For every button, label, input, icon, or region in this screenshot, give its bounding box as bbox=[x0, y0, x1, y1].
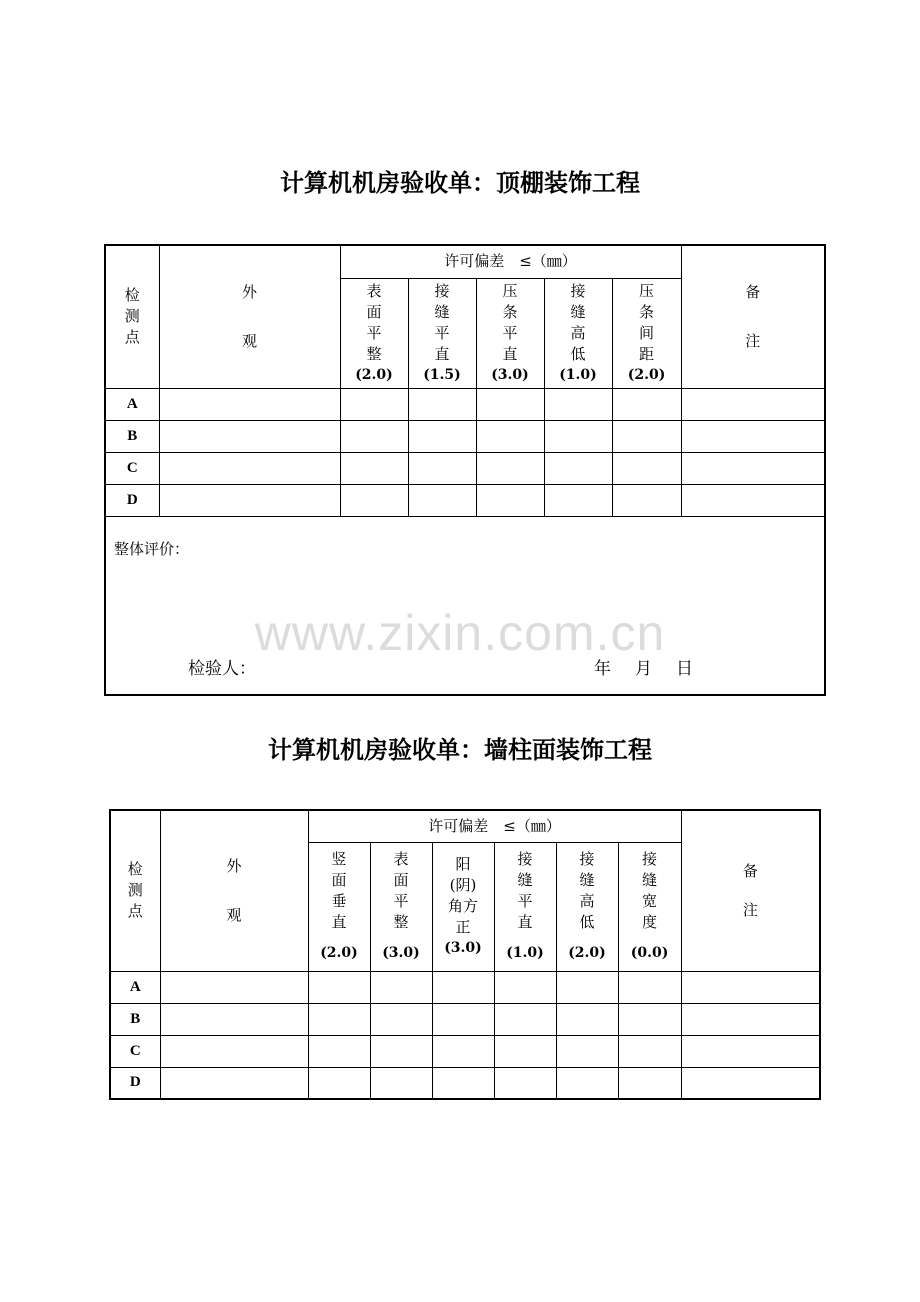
input-cell[interactable] bbox=[370, 971, 432, 1003]
input-cell[interactable] bbox=[556, 1035, 618, 1067]
input-cell[interactable] bbox=[544, 452, 612, 484]
input-cell[interactable] bbox=[476, 388, 544, 420]
input-cell[interactable] bbox=[159, 452, 340, 484]
input-cell[interactable] bbox=[408, 452, 476, 484]
input-cell[interactable] bbox=[308, 1003, 370, 1035]
inspector-label: 检验人： bbox=[188, 658, 256, 679]
table-row bbox=[105, 420, 825, 452]
input-cell[interactable] bbox=[432, 971, 494, 1003]
input-cell[interactable] bbox=[681, 420, 825, 452]
row-label: A bbox=[110, 971, 160, 1003]
row-label: B bbox=[105, 420, 159, 452]
col-appearance-header: 外 观 bbox=[159, 245, 340, 388]
input-cell[interactable] bbox=[556, 971, 618, 1003]
input-cell[interactable] bbox=[408, 484, 476, 516]
input-cell[interactable] bbox=[476, 420, 544, 452]
form2-title: 计算机机房验收单：墙柱面装饰工程 bbox=[268, 735, 652, 764]
input-cell[interactable] bbox=[494, 1067, 556, 1099]
table-row bbox=[105, 388, 825, 420]
input-cell[interactable] bbox=[370, 1035, 432, 1067]
input-cell[interactable] bbox=[160, 1003, 308, 1035]
input-cell[interactable] bbox=[544, 388, 612, 420]
input-cell[interactable] bbox=[618, 1035, 681, 1067]
input-cell[interactable] bbox=[308, 971, 370, 1003]
table-row bbox=[110, 1003, 820, 1035]
row-label: C bbox=[105, 452, 159, 484]
tolerance-col: 阳(阴)角方正 (3.0) bbox=[432, 842, 494, 971]
input-cell[interactable] bbox=[544, 484, 612, 516]
table-row bbox=[105, 452, 825, 484]
input-cell[interactable] bbox=[159, 388, 340, 420]
tolerance-header: 许可偏差 ≤（㎜） bbox=[340, 245, 681, 278]
table-row bbox=[110, 1067, 820, 1099]
input-cell[interactable] bbox=[681, 1035, 820, 1067]
input-cell[interactable] bbox=[160, 1035, 308, 1067]
input-cell[interactable] bbox=[618, 1067, 681, 1099]
row-label: A bbox=[105, 388, 159, 420]
date-month: 月 bbox=[635, 658, 652, 679]
tolerance-col: 接缝平直 (1.0) bbox=[494, 842, 556, 971]
tolerance-col: 压条平直 (3.0) bbox=[476, 278, 544, 388]
row-label: B bbox=[110, 1003, 160, 1035]
input-cell[interactable] bbox=[556, 1067, 618, 1099]
tolerance-col: 接缝平直 (1.5) bbox=[408, 278, 476, 388]
input-cell[interactable] bbox=[681, 388, 825, 420]
input-cell[interactable] bbox=[370, 1067, 432, 1099]
table-row bbox=[110, 971, 820, 1003]
tolerance-header: 许可偏差 ≤（㎜） bbox=[308, 810, 681, 842]
col-point-header: 检测点 bbox=[110, 810, 160, 971]
col-point-header: 检测点 bbox=[105, 245, 159, 388]
input-cell[interactable] bbox=[618, 1003, 681, 1035]
form2-table bbox=[109, 809, 821, 1100]
input-cell[interactable] bbox=[476, 484, 544, 516]
input-cell[interactable] bbox=[308, 1067, 370, 1099]
input-cell[interactable] bbox=[159, 420, 340, 452]
input-cell[interactable] bbox=[408, 388, 476, 420]
input-cell[interactable] bbox=[494, 1035, 556, 1067]
row-label: D bbox=[105, 484, 159, 516]
input-cell[interactable] bbox=[308, 1035, 370, 1067]
tolerance-col: 表面平整 (3.0) bbox=[370, 842, 432, 971]
date-day: 日 bbox=[676, 658, 693, 679]
input-cell[interactable] bbox=[432, 1067, 494, 1099]
input-cell[interactable] bbox=[681, 452, 825, 484]
tolerance-col: 接缝宽度 (0.0) bbox=[618, 842, 681, 971]
input-cell[interactable] bbox=[370, 1003, 432, 1035]
tolerance-col: 表面平整 (2.0) bbox=[340, 278, 408, 388]
input-cell[interactable] bbox=[476, 452, 544, 484]
input-cell[interactable] bbox=[340, 452, 408, 484]
tolerance-col: 接缝高低 (1.0) bbox=[544, 278, 612, 388]
input-cell[interactable] bbox=[681, 1067, 820, 1099]
input-cell[interactable] bbox=[160, 971, 308, 1003]
input-cell[interactable] bbox=[432, 1003, 494, 1035]
input-cell[interactable] bbox=[340, 484, 408, 516]
input-cell[interactable] bbox=[681, 971, 820, 1003]
input-cell[interactable] bbox=[494, 1003, 556, 1035]
table-row bbox=[110, 1035, 820, 1067]
input-cell[interactable] bbox=[612, 452, 681, 484]
row-label: C bbox=[110, 1035, 160, 1067]
input-cell[interactable] bbox=[159, 484, 340, 516]
col-appearance-header: 外 观 bbox=[160, 810, 308, 971]
input-cell[interactable] bbox=[494, 971, 556, 1003]
input-cell[interactable] bbox=[618, 971, 681, 1003]
table-row bbox=[105, 484, 825, 516]
tolerance-col: 压条间距 (2.0) bbox=[612, 278, 681, 388]
input-cell[interactable] bbox=[681, 484, 825, 516]
input-cell[interactable] bbox=[681, 1003, 820, 1035]
input-cell[interactable] bbox=[408, 420, 476, 452]
row-label: D bbox=[110, 1067, 160, 1099]
watermark: www.zixin.com.cn bbox=[254, 605, 666, 661]
col-remark-header: 备 注 bbox=[681, 245, 825, 388]
col-remark-header: 备 注 bbox=[681, 810, 820, 971]
tolerance-col: 接缝高低 (2.0) bbox=[556, 842, 618, 971]
evaluation-label: 整体评价： bbox=[114, 539, 190, 558]
tolerance-col: 竖面垂直 (2.0) bbox=[308, 842, 370, 971]
date-year: 年 bbox=[594, 658, 611, 679]
input-cell[interactable] bbox=[612, 388, 681, 420]
input-cell[interactable] bbox=[556, 1003, 618, 1035]
input-cell[interactable] bbox=[160, 1067, 308, 1099]
form1-title: 计算机机房验收单：顶棚装饰工程 bbox=[280, 168, 640, 197]
input-cell[interactable] bbox=[544, 420, 612, 452]
input-cell[interactable] bbox=[612, 484, 681, 516]
input-cell[interactable] bbox=[612, 420, 681, 452]
input-cell[interactable] bbox=[432, 1035, 494, 1067]
input-cell[interactable] bbox=[340, 388, 408, 420]
input-cell[interactable] bbox=[340, 420, 408, 452]
